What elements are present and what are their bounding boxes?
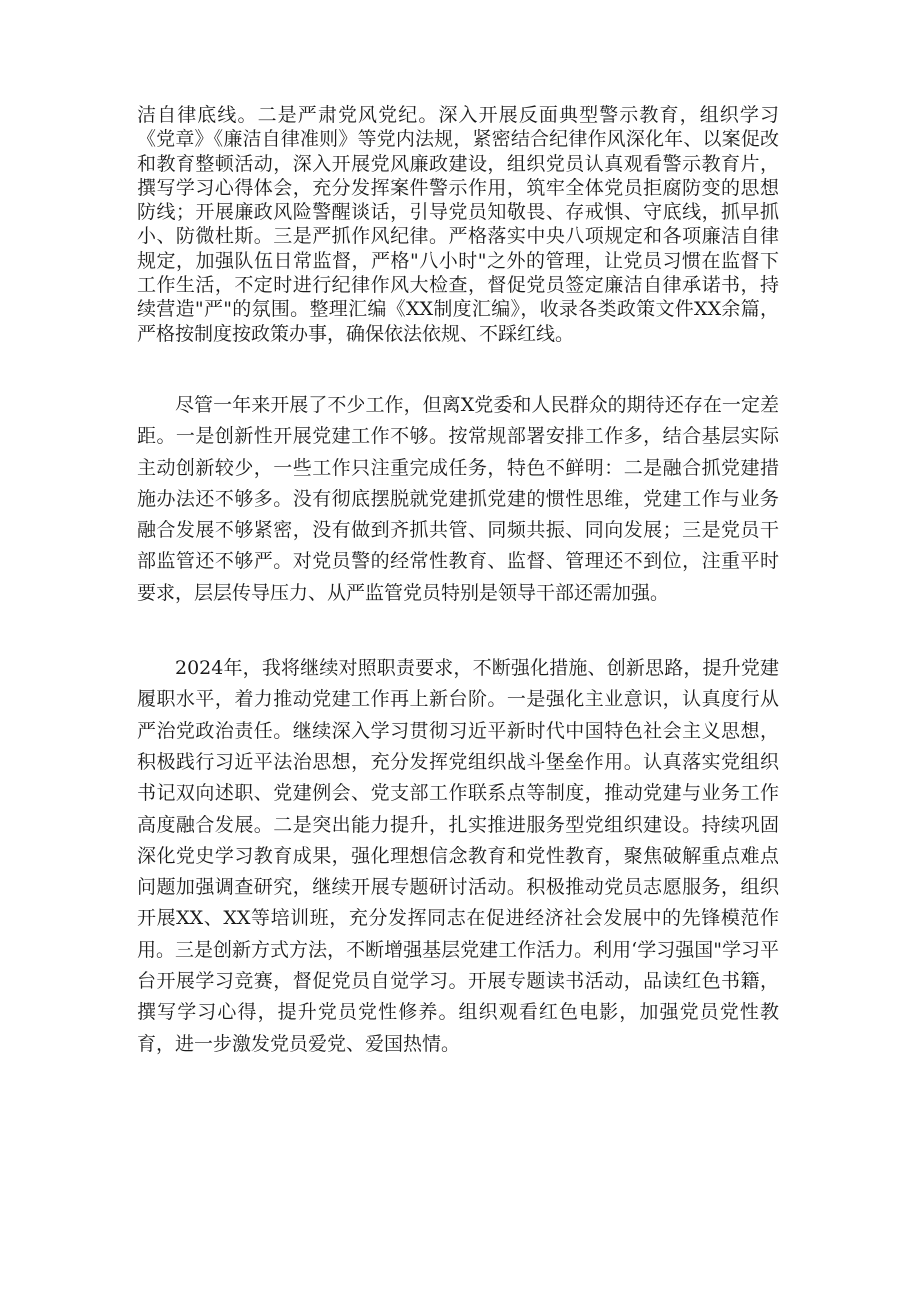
paragraph-2024-plan: 2024年，我将继续对照职责要求，不断强化措施、创新思路，提升党建履职水平，着力推动党建工作再上新台阶。一是强化主业意识，认真度行从严治党政治责任。继续深入学习贯彻习近平新时代中国特色社会主义思想，积极践行习近平法治思想，充分发挥党组织战斗堡垒作用。认真落实党组织书记双向述职、党建例会、党支部工作联系点等制度，推动党建与业务工作高度融合发展。二是突出能力提升，扎实推进服务型党组织建设。持续巩固深化党史学习教育成果，强化理想信念教育和党性教育，聚焦破解重点难点问题加强调查研究，继续开展专题研讨活动。积极推动党员志愿服务，组织开展XX、XX等培训班，充分发挥同志在促进经济社会发展中的先锋模范作用。三是创新方式方法，不断增强基层党建工作活力。利用‘学习强国"学习平台开展学习竞赛，督促党员自觉学习。开展专题读书活动，品读红色书籍，撰写学习心得，提升党员党性修养。组织观看红色电影，加强党员党性教育，进一步激发党员爱党、爱国热情。 bbox=[137, 657, 779, 1055]
paragraph-shortcomings: 尽管一年来开展了不少工作，但离X党委和人民群众的期待还存在一定差距。一是创新性开展党建工作不够。按常规部署安排工作多，结合基层实际主动创新较少，一些工作只注重完成任务，特色不鲜明：二是融合抓党建措施办法还不够多。没有彻底摆脱就党建抓党建的惯性思维，党建工作与业务融合发展不够紧密，没有做到齐抓共管、同频共振、同向发展；三是党员干部监管还不够严。对党员警的经常性教育、监督、管理还不到位，注重平时要求，层层传导压力、从严监管党员特别是领导干部还需加强。 bbox=[137, 393, 779, 604]
document-body bbox=[137, 103, 779, 1060]
paragraph-discipline-continued: 洁自律底线。二是严肃党风党纪。深入开展反面典型警示教育，组织学习《党章》《廉洁自律准则》等党内法规，紧密结合纪律作风深化年、以案促改和教育整顿活动，深入开展党风廉政建设，组织党员认真观看警示教育片，撰写学习心得体会，充分发挥案件警示作用，筑牢全体党员拒腐防变的思想防线；开展廉政风险警醒谈话，引导党员知敬畏、存戒惧、守底线，抓早抓小、防微杜斯。三是严抓作风纪律。严格落实中央八项规定和各项廉洁自律规定，加强队伍日常监督，严格"八小时"之外的管理，让党员习惯在监督下工作生活，不定时进行纪律作风大检查，督促党员签定廉洁自律承诺书，持续营造"严"的氛围。整理汇编《XX制度汇编》，收录各类政策文件XX余篇，严格按制度按政策办事，确保依法依规、不踩红线。 bbox=[137, 104, 779, 345]
